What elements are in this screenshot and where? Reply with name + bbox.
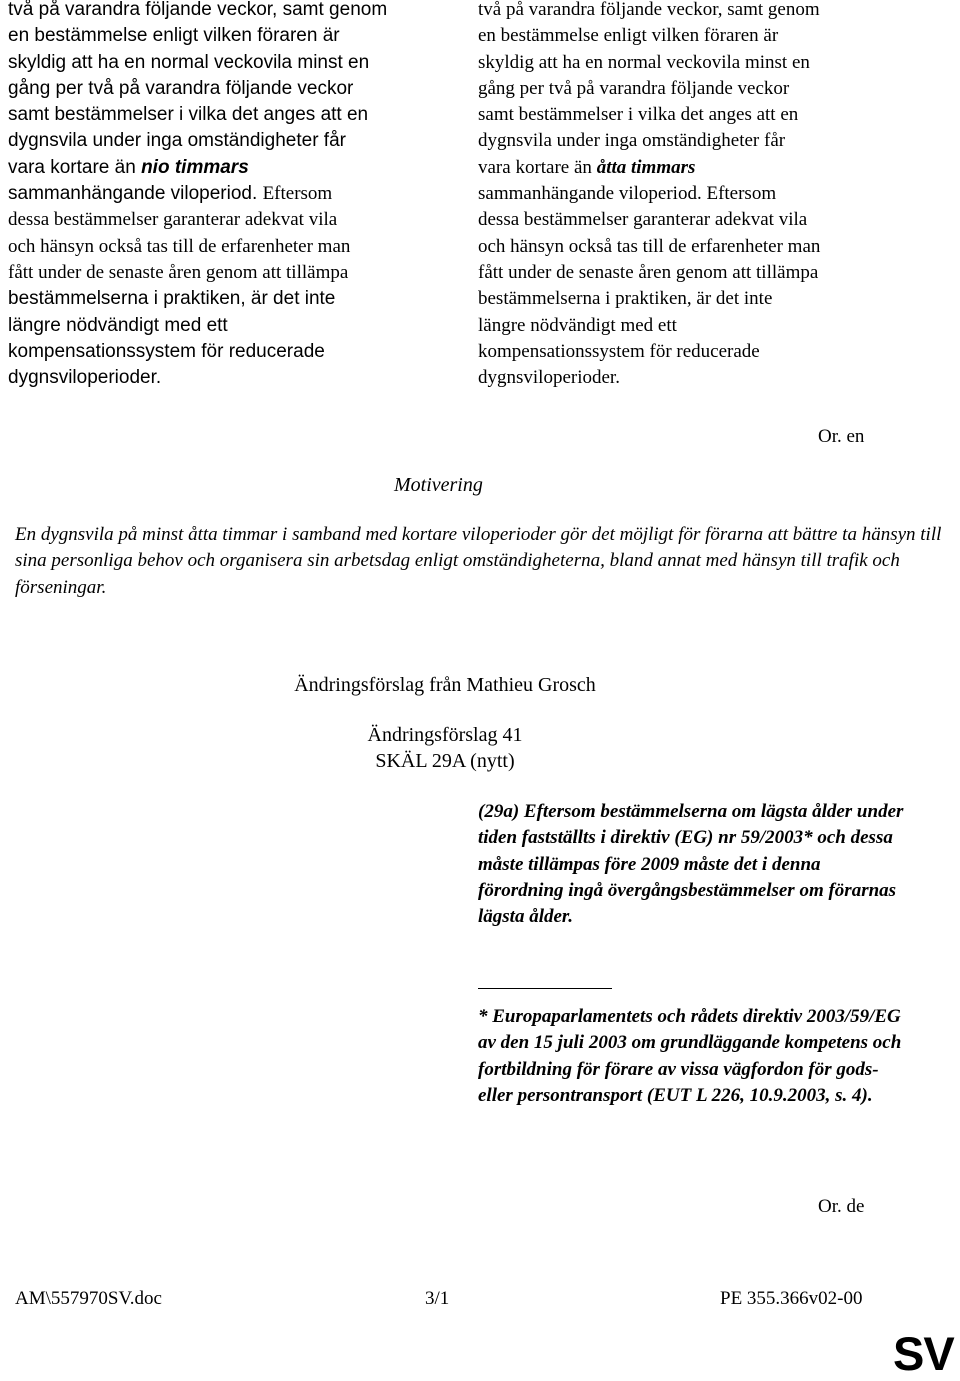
column-line — [478, 260, 948, 286]
line-text: dygnsviloperioder. — [8, 367, 162, 389]
column-line — [8, 286, 458, 312]
amendment-reference: SKÄL 29A (nytt) — [375, 750, 515, 772]
line-text: fått under de senaste åren genom att tillämpa — [478, 261, 819, 283]
left-column — [8, 0, 458, 391]
line-text: kompensationssystem för reducerade — [8, 340, 325, 362]
emphasized-text: nio timmars — [141, 156, 249, 178]
column-line — [8, 207, 458, 233]
column-line — [478, 339, 948, 365]
column-line — [8, 313, 458, 339]
column-line — [478, 313, 948, 339]
footer-document-name: AM\557970SV.doc — [15, 1288, 162, 1309]
column-line — [8, 234, 458, 260]
motivering-text: En dygnsvila på minst åtta timmar i samband med kortare viloperioder gör det möjligt för förarna att bättre ta hänsyn till sina personliga behov och organisera sin arbetsdag enligt omständigheterna, bland annat med hänsyn till trafik och förseningar. — [15, 524, 942, 598]
footnote-separator — [478, 988, 612, 989]
line-text: längre nödvändigt med ett — [478, 314, 677, 336]
column-line — [8, 260, 458, 286]
column-line — [478, 23, 948, 49]
line-text: dygnsvila under inga omständigheter får — [478, 130, 786, 152]
line-text: vara kortare än — [8, 156, 142, 178]
line-text: kompensationssystem för reducerade — [478, 340, 760, 362]
column-line — [8, 0, 458, 23]
line-text: dessa bestämmelser garanterar adekvat vila — [478, 209, 808, 231]
line-text: gång per två på varandra följande veckor — [478, 77, 790, 99]
line-text: en bestämmelse enligt vilken föraren är — [8, 25, 340, 47]
line-text: en bestämmelse enligt vilken föraren är — [478, 25, 779, 47]
column-line — [478, 128, 948, 154]
line-text: och hänsyn också tas till de erfarenheter man — [478, 235, 821, 257]
column-line — [8, 102, 458, 128]
column-line — [478, 50, 948, 76]
line-text: dygnsvila under inga omständigheter får — [8, 130, 346, 152]
line-text: skyldig att ha en normal veckovila minst en — [478, 51, 810, 73]
line-text: och hänsyn också tas till de erfarenheter man — [8, 235, 351, 257]
column-line — [478, 234, 948, 260]
amendment-new-text: (29a) Eftersom bestämmelserna om lägsta ålder under tiden fastställts i direktiv (EG) nr 59/2003* och dessa måste tillämpas före 2009 måste det i denna förordning ingå övergångsbestämmelser om förarnas lägsta ålder. — [478, 801, 904, 928]
column-line — [8, 339, 458, 365]
line-text: samt bestämmelser i vilka det anges att en — [8, 104, 369, 126]
amendment-author: Ändringsförslag från Mathieu Grosch — [294, 674, 596, 696]
column-line — [8, 155, 458, 181]
footer-page-number: 3/1 — [425, 1288, 450, 1309]
line-text: bestämmelserna i praktiken, är det inte — [8, 288, 336, 310]
column-line — [8, 128, 458, 154]
column-line — [8, 365, 458, 391]
line-text: bestämmelserna i praktiken, är det inte — [478, 288, 773, 310]
right-column — [478, 0, 948, 391]
line-text: dessa bestämmelser garanterar adekvat vila — [8, 209, 338, 231]
line-text: vara kortare än — [478, 156, 597, 178]
line-text: samt bestämmelser i vilka det anges att en — [478, 104, 799, 126]
original-language-de: Or. de — [818, 1196, 865, 1217]
column-line — [478, 155, 948, 181]
column-line — [478, 76, 948, 102]
line-text: sammanhängande viloperiod. Eftersom — [478, 183, 777, 205]
column-line — [478, 207, 948, 233]
column-line — [478, 286, 948, 312]
column-line — [478, 0, 948, 23]
column-line — [8, 23, 458, 49]
amendment-number: Ändringsförslag 41 — [367, 724, 523, 746]
line-text: gång per två på varandra följande veckor — [8, 77, 354, 99]
column-line — [8, 181, 458, 207]
line-text: längre nödvändigt med ett — [8, 314, 228, 336]
column-line — [478, 102, 948, 128]
amendment-footnote: * Europaparlamentets och rådets direktiv 2003/59/EG av den 15 juli 2003 om grundläggande kompetens och fortbildning för förare av vissa vägfordon för gods- eller persontransport (EUT L 226, 10.9.2003, s. 4). — [478, 1006, 902, 1106]
line-text: Eftersom — [262, 183, 333, 205]
line-text: fått under de senaste åren genom att tillämpa — [8, 261, 349, 283]
column-line — [8, 50, 458, 76]
line-text: dygnsviloperioder. — [478, 367, 620, 389]
line-text: två på varandra följande veckor, samt genom — [8, 0, 388, 20]
line-text: skyldig att ha en normal veckovila minst en — [8, 51, 370, 73]
emphasized-text: åtta timmars — [596, 156, 696, 178]
column-line — [8, 76, 458, 102]
column-line — [478, 365, 948, 391]
original-language-en: Or. en — [818, 426, 865, 447]
line-text: två på varandra följande veckor, samt genom — [478, 0, 820, 20]
footer-pe-reference: PE 355.366v02-00 — [720, 1288, 863, 1309]
motivering-heading: Motivering — [394, 474, 483, 496]
column-line — [478, 181, 948, 207]
line-text: sammanhängande viloperiod. — [8, 183, 263, 205]
language-badge: SV — [893, 1327, 954, 1380]
